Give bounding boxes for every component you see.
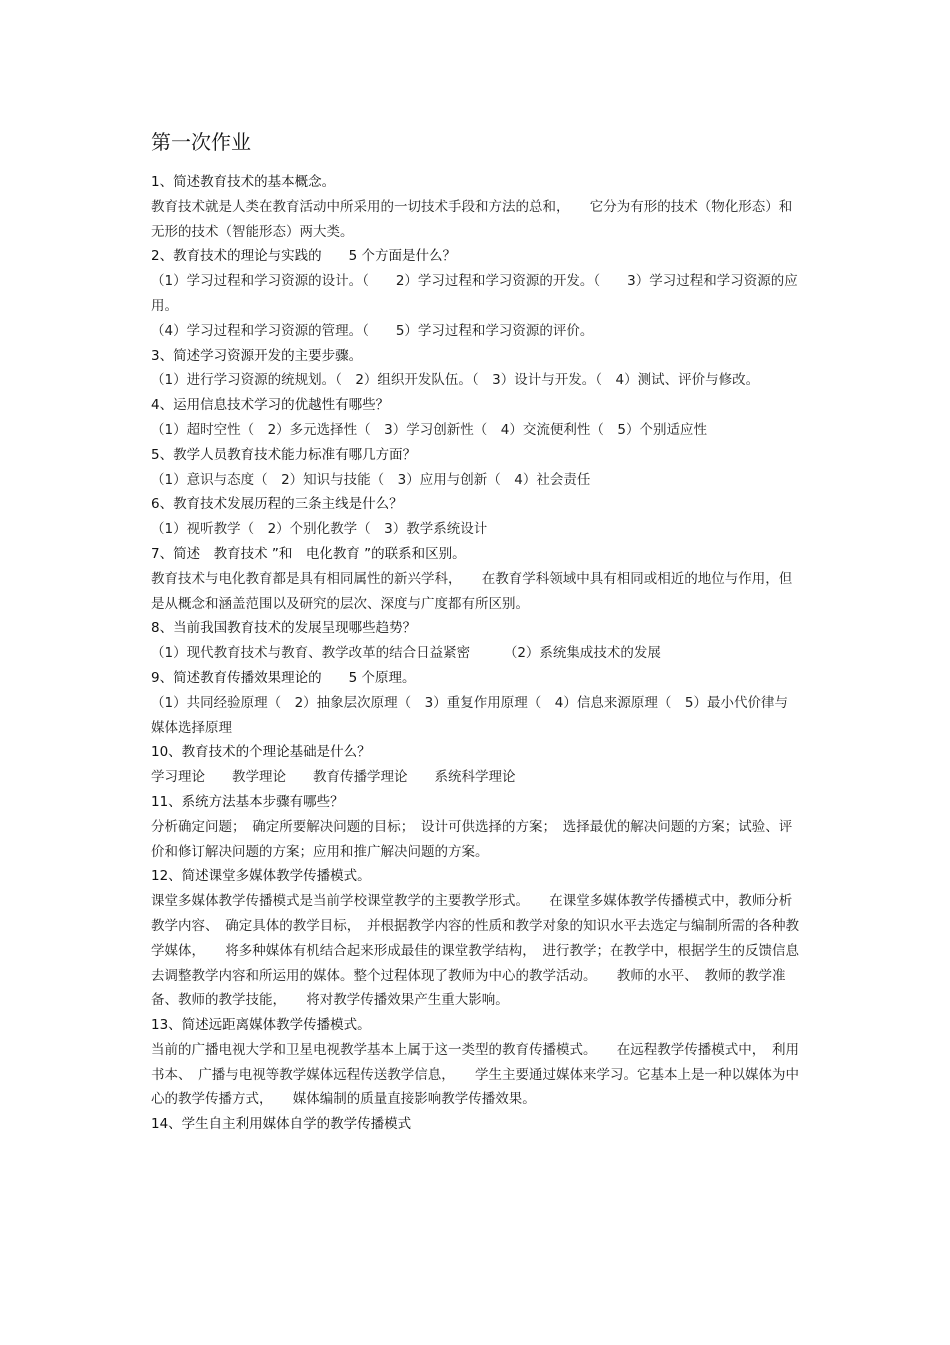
qa-item bbox=[151, 616, 801, 666]
question: 5、教学人员教育技术能力标准有哪几方面？ bbox=[151, 446, 417, 463]
question: 7、简述 教育技术 ”和 电化教育 ”的联系和区别。 bbox=[151, 545, 466, 562]
qa-item bbox=[151, 1013, 801, 1112]
answer: 课堂多媒体教学传播模式是当前学校课堂教学的主要教学形式。 在课堂多媒体教学传播模式中，教师分析教学内容、 确定具体的教学目标， 并根据教学内容的性质和教学对象的知识水平去选定与编制所需的各种教学媒体， 将多种媒体有机结合起来形成最佳的课堂教学结构， 进行教学；在教学中，根据学生的反馈信息去调整教学内容和所运用的媒体。整个过程体现了教师为中心的教学活动。 教师的水平、 教师的教学准备、教师的教学技能， 将对教学传播效果产生重大影响。 bbox=[151, 893, 799, 1009]
question: 10、教育技术的个理论基础是什么？ bbox=[151, 744, 371, 761]
qa-item bbox=[151, 344, 801, 394]
document-page bbox=[151, 128, 801, 1137]
answer: （1）进行学习资源的统规划。（ 2）组织开发队伍。（ 3）设计与开发。（ 4）测试、评价与修改。 bbox=[151, 372, 760, 389]
qa-list bbox=[151, 170, 801, 1137]
qa-item bbox=[151, 170, 801, 244]
question: 6、教育技术发展历程的三条主线是什么？ bbox=[151, 496, 403, 513]
answer: （1）视听教学（ 2）个别化教学（ 3）教学系统设计 bbox=[151, 521, 488, 538]
answer: （1）共同经验原理（ 2）抽象层次原理（ 3）重复作用原理（ 4）信息来源原理（ 5）最小代价律与媒体选择原理 bbox=[151, 694, 788, 736]
answer: 分析确定问题； 确定所要解决问题的目标； 设计可供选择的方案； 选择最优的解决问题的方案；试验、评价和修订解决问题的方案；应用和推广解决问题的方案。 bbox=[151, 818, 793, 860]
answer: 教育技术就是人类在教育活动中所采用的一切技术手段和方法的总和， 它分为有形的技术（物化形态）和无形的技术（智能形态）两大类。 bbox=[151, 198, 793, 240]
qa-item bbox=[151, 740, 801, 790]
question: 12、简述课堂多媒体教学传播模式。 bbox=[151, 868, 371, 885]
qa-item bbox=[151, 244, 801, 343]
question: 14、学生自主利用媒体自学的教学传播模式 bbox=[151, 1116, 412, 1133]
qa-item bbox=[151, 790, 801, 864]
question: 1、简述教育技术的基本概念。 bbox=[151, 174, 336, 190]
qa-item bbox=[151, 393, 801, 443]
answer: （1）现代教育技术与教育、教学改革的结合日益紧密 （2）系统集成技术的发展 bbox=[151, 645, 661, 662]
qa-item bbox=[151, 542, 801, 616]
qa-item bbox=[151, 666, 801, 740]
question: 13、简述远距离媒体教学传播模式。 bbox=[151, 1017, 371, 1034]
answer: （1）学习过程和学习资源的设计。（ 2）学习过程和学习资源的开发。（ 3）学习过程和学习资源的应用。 bbox=[151, 273, 798, 314]
question: 9、简述教育传播效果理论的 5 个原理。 bbox=[151, 669, 416, 686]
question: 3、简述学习资源开发的主要步骤。 bbox=[151, 347, 363, 364]
page-title: 第一次作业 bbox=[151, 130, 251, 154]
answer: （1）超时空性（ 2）多元选择性（ 3）学习创新性（ 4）交流便利性（ 5）个别适应性 bbox=[151, 421, 707, 438]
answer: 当前的广播电视大学和卫星电视教学基本上属于这一类型的教育传播模式。 在远程教学传播模式中， 利用书本、 广播与电视等教学媒体远程传送教学信息， 学生主要通过媒体来学习。它基本上是一种以媒体为中心的教学传播方式， 媒体编制的质量直接影响教学传播效果。 bbox=[151, 1041, 799, 1108]
question: 4、运用信息技术学习的优越性有哪些？ bbox=[151, 397, 390, 414]
qa-item bbox=[151, 492, 801, 542]
question: 11、系统方法基本步骤有哪些？ bbox=[151, 793, 344, 810]
answer: 教育技术与电化教育都是具有相同属性的新兴学科， 在教育学科领域中具有相同或相近的地位与作用，但是从概念和涵盖范围以及研究的层次、深度与广度都有所区别。 bbox=[151, 570, 793, 612]
answer: （1）意识与态度（ 2）知识与技能（ 3）应用与创新（ 4）社会责任 bbox=[151, 471, 591, 488]
qa-item bbox=[151, 443, 801, 493]
qa-item bbox=[151, 1112, 801, 1137]
qa-item bbox=[151, 864, 801, 1013]
question: 8、当前我国教育技术的发展呈现哪些趋势？ bbox=[151, 620, 417, 637]
question: 2、教育技术的理论与实践的 5 个方面是什么？ bbox=[151, 248, 456, 265]
answer: （4）学习过程和学习资源的管理。（ 5）学习过程和学习资源的评价。 bbox=[151, 322, 594, 339]
answer: 学习理论 教学理论 教育传播学理论 系统科学理论 bbox=[151, 769, 516, 786]
